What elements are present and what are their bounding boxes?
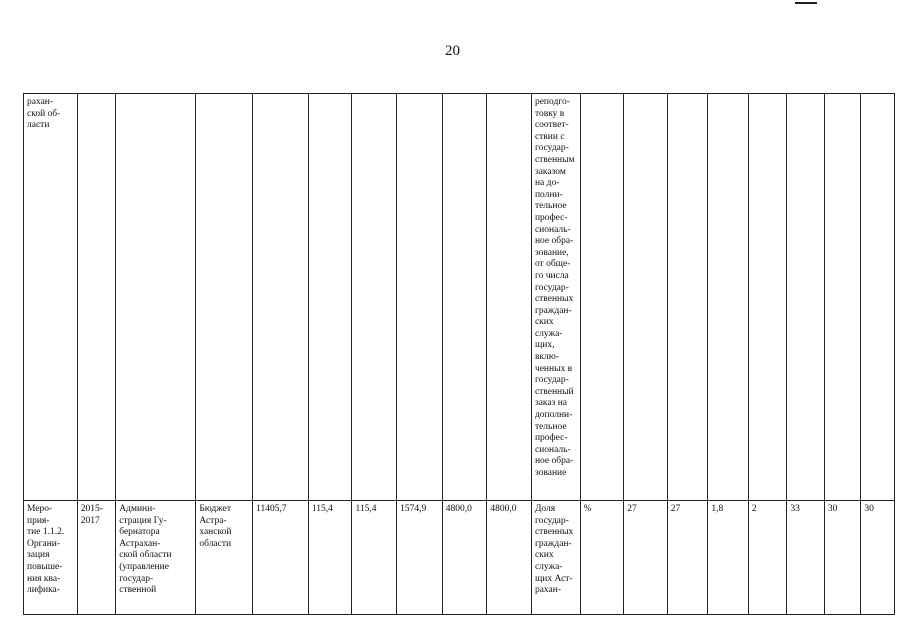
indicator-description: Доля государ- ственных граждан- ских служа- щих Аст- рахан- [531,501,580,615]
indicator-description-continued: реподго- товку в соответ- ствии с государ- ственным заказом на до- полни- тельное профес- сиональ- ное обра- зование, от обще- го числа государ- ственных граждан- ских служа- щих, вклю- ченных в государ- ственный заказ на дополни- тельное профес- сиональ- ное обра- зование [531,94,580,501]
table-cell [580,94,624,501]
funding-source-cell: Бюджет Астра- ханской области [196,501,253,615]
total-amount-cell: 11405,7 [253,501,309,615]
amount-cell: 1574,9 [397,501,443,615]
event-name: Меро- прия- тие 1.1.2. Органи- зация повыше- ния ква- лифика- [24,501,78,615]
table-cell [308,94,352,501]
page-number: 20 [445,43,460,59]
amount-cell: 115,4 [352,501,397,615]
event-name-continued: рахан- ской об- ласти [24,94,78,501]
period-cell: 2015- 2017 [77,501,116,615]
unit-cell: % [580,501,624,615]
executor-cell: Админи- страция Гу- бернатора Астрахан- ской области (управление государ- ственной [116,501,196,615]
table-cell [196,94,253,501]
value-cell: 1,8 [708,501,749,615]
table-cell [487,94,532,501]
value-cell: 30 [861,501,895,615]
table-cell [116,94,196,501]
value-cell: 2 [748,501,787,615]
table-cell [667,94,708,501]
table-cell [861,94,895,501]
table-row [24,501,895,615]
value-cell: 27 [667,501,708,615]
table-cell [708,94,749,501]
table-cell [77,94,116,501]
table-cell [352,94,397,501]
top-mark [795,2,817,4]
amount-cell: 115,4 [308,501,352,615]
table-cell [624,94,668,501]
value-cell: 27 [624,501,668,615]
table-cell [397,94,443,501]
value-cell: 30 [824,501,861,615]
amount-cell: 4800,0 [487,501,532,615]
value-cell: 33 [787,501,825,615]
table-cell [253,94,309,501]
table-cell [824,94,861,501]
table-cell [748,94,787,501]
program-table [23,93,895,615]
table-row [24,94,895,501]
table-cell [787,94,825,501]
table-cell [442,94,487,501]
amount-cell: 4800,0 [442,501,487,615]
